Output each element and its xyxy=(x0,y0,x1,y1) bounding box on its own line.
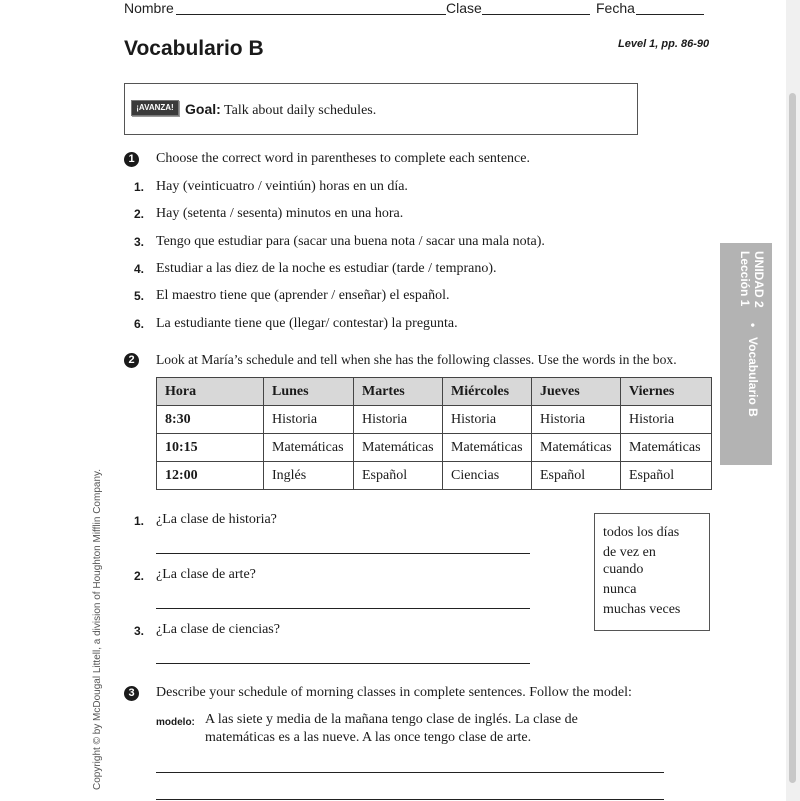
nombre-field[interactable] xyxy=(176,14,446,15)
section-2-number: 2 xyxy=(124,353,139,368)
clase-field[interactable] xyxy=(482,14,590,15)
model-line-1: A las siete y media de la mañana tengo clase de inglés. La clase de xyxy=(205,712,578,727)
table-cell: Matemáticas xyxy=(443,434,532,462)
word-box-item: nunca xyxy=(603,582,637,597)
word-box-item: muchas veces xyxy=(603,602,681,617)
side-tab-lesson: Lección 1 xyxy=(738,251,752,307)
table-cell: Historia xyxy=(443,406,532,434)
table-row xyxy=(157,434,712,462)
copyright-notice: Copyright © by McDougal Littell, a division of Houghton Mifflin Company. xyxy=(92,468,103,790)
table-cell: 8:30 xyxy=(157,406,264,434)
table-cell: Matemáticas xyxy=(532,434,621,462)
section-1-number: 1 xyxy=(124,152,139,167)
s1-item-4-text: Estudiar a las diez de la noche es estudiar (tarde / temprano). xyxy=(156,261,497,276)
word-box-item: todos los días xyxy=(603,525,680,540)
unit-side-tab xyxy=(720,243,772,465)
model-label: modelo: xyxy=(156,717,195,728)
nombre-label: Nombre xyxy=(124,0,174,16)
level-reference: Level 1, pp. 86-90 xyxy=(618,38,710,50)
schedule-header-row xyxy=(157,378,712,406)
section-1-instruction: Choose the correct word in parentheses to complete each sentence. xyxy=(156,151,530,166)
model-line-2: matemáticas es a las nueve. A las once tengo clase de arte. xyxy=(205,730,532,745)
answer-line-3[interactable] xyxy=(156,663,530,664)
table-cell: Historia xyxy=(264,406,354,434)
table-cell: Matemáticas xyxy=(621,434,712,462)
schedule-table xyxy=(156,377,712,490)
s1-item-3-text: Tengo que estudiar para (sacar una buena nota / sacar una mala nota). xyxy=(156,234,545,249)
table-row xyxy=(157,462,712,490)
s1-item-1-text: Hay (veinticuatro / veintiún) horas en un día. xyxy=(156,179,408,194)
s2-question-1-text: ¿La clase de historia? xyxy=(156,512,277,527)
s2-question-2-text: ¿La clase de arte? xyxy=(156,567,256,582)
table-cell: Español xyxy=(621,462,712,490)
answer-line-5[interactable] xyxy=(156,799,664,800)
goal-description: Talk about daily schedules. xyxy=(224,103,377,118)
s1-item-4-number: 4. xyxy=(134,262,145,276)
table-row xyxy=(157,406,712,434)
header-hora: Hora xyxy=(157,378,264,406)
s1-item-5-number: 5. xyxy=(134,289,145,303)
goal-text xyxy=(185,101,376,119)
section-3-number: 3 xyxy=(124,686,139,701)
table-cell: Español xyxy=(532,462,621,490)
side-tab-bullet: • xyxy=(746,323,760,328)
header-jueves: Jueves xyxy=(532,378,621,406)
s1-item-3-number: 3. xyxy=(134,235,145,249)
table-cell: 12:00 xyxy=(157,462,264,490)
avanza-badge: ¡AVANZA! xyxy=(131,100,179,116)
fecha-field[interactable] xyxy=(636,14,704,15)
fecha-label: Fecha xyxy=(596,0,635,16)
section-2-instruction: Look at María’s schedule and tell when she has the following classes. Use the words in the box. xyxy=(156,352,677,367)
table-cell: Historia xyxy=(621,406,712,434)
s2-question-1-number: 1. xyxy=(134,514,145,528)
s1-item-2-text: Hay (setenta / sesenta) minutos en una hora. xyxy=(156,206,404,221)
table-cell: Ciencias xyxy=(443,462,532,490)
word-box-item: cuando xyxy=(603,562,644,577)
section-3-instruction: Describe your schedule of morning classes in complete sentences. Follow the model: xyxy=(156,685,632,700)
side-tab-unit: UNIDAD 2 xyxy=(752,251,766,308)
s1-item-1-number: 1. xyxy=(134,180,145,194)
header-lunes: Lunes xyxy=(264,378,354,406)
s1-item-5-text: El maestro tiene que (aprender / enseñar) el español. xyxy=(156,288,450,303)
goal-label: Goal: xyxy=(185,101,221,117)
word-box-item: de vez en xyxy=(603,545,656,560)
header-miercoles: Miércoles xyxy=(443,378,532,406)
s1-item-6-number: 6. xyxy=(134,317,145,331)
side-tab-text xyxy=(720,243,772,465)
s2-question-3-number: 3. xyxy=(134,624,145,638)
table-cell: Español xyxy=(354,462,443,490)
word-box xyxy=(594,513,710,631)
header-martes: Martes xyxy=(354,378,443,406)
answer-line-2[interactable] xyxy=(156,608,530,609)
side-tab-section: Vocabulario B xyxy=(746,337,760,417)
page-title: Vocabulario B xyxy=(124,37,264,60)
table-cell: Historia xyxy=(532,406,621,434)
table-cell: Matemáticas xyxy=(264,434,354,462)
s2-question-3-text: ¿La clase de ciencias? xyxy=(156,622,280,637)
s1-item-6-text: La estudiante tiene que (llegar/ contestar) la pregunta. xyxy=(156,316,458,331)
s2-question-2-number: 2. xyxy=(134,569,145,583)
table-cell: Matemáticas xyxy=(354,434,443,462)
table-cell: Inglés xyxy=(264,462,354,490)
goal-box xyxy=(124,83,638,135)
answer-line-1[interactable] xyxy=(156,553,530,554)
table-cell: 10:15 xyxy=(157,434,264,462)
s1-item-2-number: 2. xyxy=(134,207,145,221)
scrollbar-thumb[interactable] xyxy=(789,93,796,783)
header-viernes: Viernes xyxy=(621,378,712,406)
table-cell: Historia xyxy=(354,406,443,434)
clase-label: Clase xyxy=(446,0,482,16)
answer-line-4[interactable] xyxy=(156,772,664,773)
